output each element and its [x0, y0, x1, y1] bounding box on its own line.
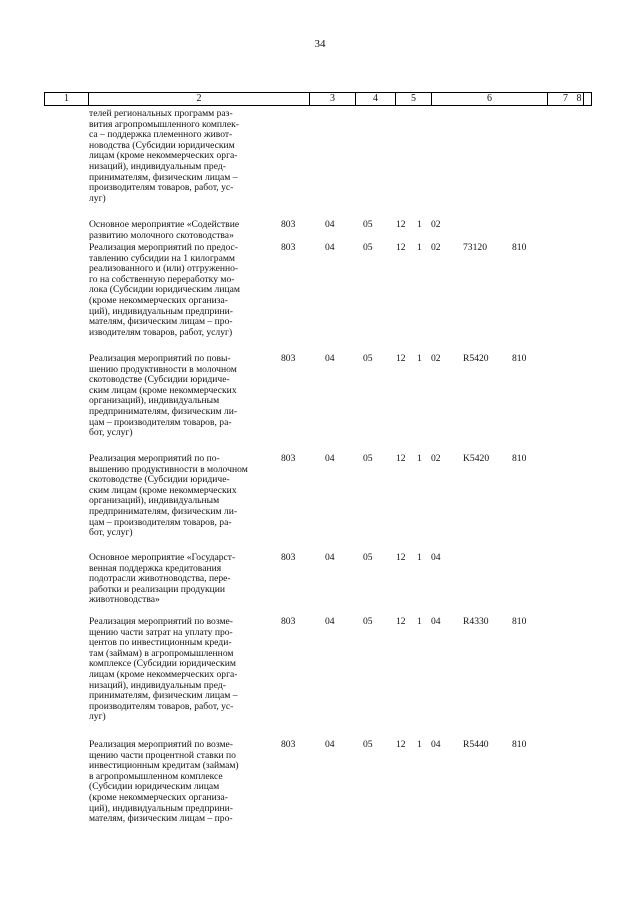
row-code-event: 04 — [431, 739, 441, 750]
header-col-2: 2 — [89, 93, 310, 105]
page-number: 34 — [314, 38, 326, 50]
header-col-4: 4 — [356, 93, 396, 105]
row-code-program: 12 — [396, 219, 406, 230]
row-code-section: 04 — [325, 552, 335, 563]
row-description: Реализация мероприятий по предос- тавлению субсидии на 1 килограмм реализованного и (или) отгруженно- го на собственную переработку мо- лока (Субсидии юридическим лицам (кроме некоммерческих организа- ций), индивидуальным предприни- мателям, физическим лицам – про- изводителям товаров, работ, услуг) — [89, 242, 240, 338]
row-description: Реализация мероприятий по повы- шению продуктивности в молочном скотоводстве (Субсидии юридиче- ским лицам (кроме некоммерческих организаций), индивидуальным предпринимателям, физическим ли- цам – производителям товаров, ра- бот, услуг) — [89, 353, 238, 439]
row-code-subsection: 05 — [363, 552, 373, 563]
row-code-subsection: 05 — [363, 242, 373, 253]
row-code-event: 04 — [431, 552, 441, 563]
header-col-1: 1 — [45, 93, 89, 105]
header-col-6: 6 — [432, 93, 548, 105]
row-code-program: 12 — [396, 552, 406, 563]
row-code-subprogram: 1 — [417, 353, 422, 364]
row-description: Реализация мероприятий по возме- щению части затрат на уплату про- центов по инвестиционным креди- там (займам) в агропромышленном комплексе (Субсидии юридическим лицам (кроме некоммерческих орга- низаций), индивидуальным пред- принимателям, физическим лицам – производителям товаров, работ, ус- луг) — [89, 616, 238, 723]
row-description: Основное мероприятие «Государст- венная поддержка кредитования подотрасли животноводства, пере- работки и реализации продукции животноводства» — [89, 552, 236, 606]
row-code-ministry: 803 — [281, 453, 296, 464]
row-code-section: 04 — [325, 242, 335, 253]
row-code-direction: R5440 — [463, 739, 489, 750]
row-description: Реализация мероприятий по по- вышению продуктивности в молочном скотоводстве (Субсидии юридиче- ским лицам (кроме некоммерческих организаций), индивидуальным предпринимателям, физическим ли- цам – производителям товаров, ра- бот, услуг) — [89, 453, 248, 539]
row-description: Реализация мероприятий по возме- щению части процентной ставки по инвестиционным кредитам (займам) в агропромышленном комплексе (Субсидии юридическим лицам (кроме некоммерческих организа- ций), индивидуальным предприни- мателям, физическим лицам – про- — [89, 739, 239, 825]
row-code-program: 12 — [396, 616, 406, 627]
row-code-direction: R4330 — [463, 616, 489, 627]
row-code-event: 02 — [431, 219, 441, 230]
row-description: Основное мероприятие «Содействие развитию молочного скотоводства» — [89, 219, 240, 241]
row-code-expense-type: 810 — [512, 242, 527, 253]
header-col-7: 7 — [548, 93, 584, 105]
row-code-subprogram: 1 — [417, 552, 422, 563]
row-code-event: 02 — [431, 453, 441, 464]
row-code-section: 04 — [325, 616, 335, 627]
row-code-subprogram: 1 — [417, 616, 422, 627]
row-code-direction: K5420 — [463, 453, 490, 464]
row-code-expense-type: 810 — [512, 353, 527, 364]
row-code-ministry: 803 — [281, 353, 296, 364]
row-code-expense-type: 810 — [512, 616, 527, 627]
row-code-subsection: 05 — [363, 453, 373, 464]
row-code-subsection: 05 — [363, 219, 373, 230]
header-col-8: 8 — [576, 93, 582, 104]
row-code-program: 12 — [396, 739, 406, 750]
row-code-subprogram: 1 — [417, 242, 422, 253]
row-code-subprogram: 1 — [417, 453, 422, 464]
table-header — [44, 92, 592, 106]
row-code-subsection: 05 — [363, 616, 373, 627]
row-code-section: 04 — [325, 353, 335, 364]
row-code-section: 04 — [325, 739, 335, 750]
row-code-subsection: 05 — [363, 353, 373, 364]
row-code-ministry: 803 — [281, 739, 296, 750]
row-description: телей региональных программ раз- вития агропромышленного комплек- са – поддержка племенного живот- новодства (Субсидии юридическим лицам (кроме некоммерческих орга- низаций), индивидуальным пред- принимателям, физическим лицам – производителям товаров, работ, ус- луг) — [89, 108, 239, 204]
row-code-subprogram: 1 — [417, 219, 422, 230]
row-code-expense-type: 810 — [512, 739, 527, 750]
row-code-direction: R5420 — [463, 353, 489, 364]
row-code-ministry: 803 — [281, 616, 296, 627]
row-code-expense-type: 810 — [512, 453, 527, 464]
row-code-program: 12 — [396, 453, 406, 464]
row-code-ministry: 803 — [281, 242, 296, 253]
row-code-program: 12 — [396, 353, 406, 364]
row-code-section: 04 — [325, 219, 335, 230]
row-code-event: 04 — [431, 616, 441, 627]
row-code-program: 12 — [396, 242, 406, 253]
row-code-direction: 73120 — [463, 242, 487, 253]
row-code-event: 02 — [431, 242, 441, 253]
row-code-subsection: 05 — [363, 739, 373, 750]
header-col-3: 3 — [310, 93, 356, 105]
row-code-ministry: 803 — [281, 552, 296, 563]
row-code-ministry: 803 — [281, 219, 296, 230]
row-code-section: 04 — [325, 453, 335, 464]
header-col-5: 5 — [396, 93, 432, 105]
row-code-event: 02 — [431, 353, 441, 364]
row-code-subprogram: 1 — [417, 739, 422, 750]
